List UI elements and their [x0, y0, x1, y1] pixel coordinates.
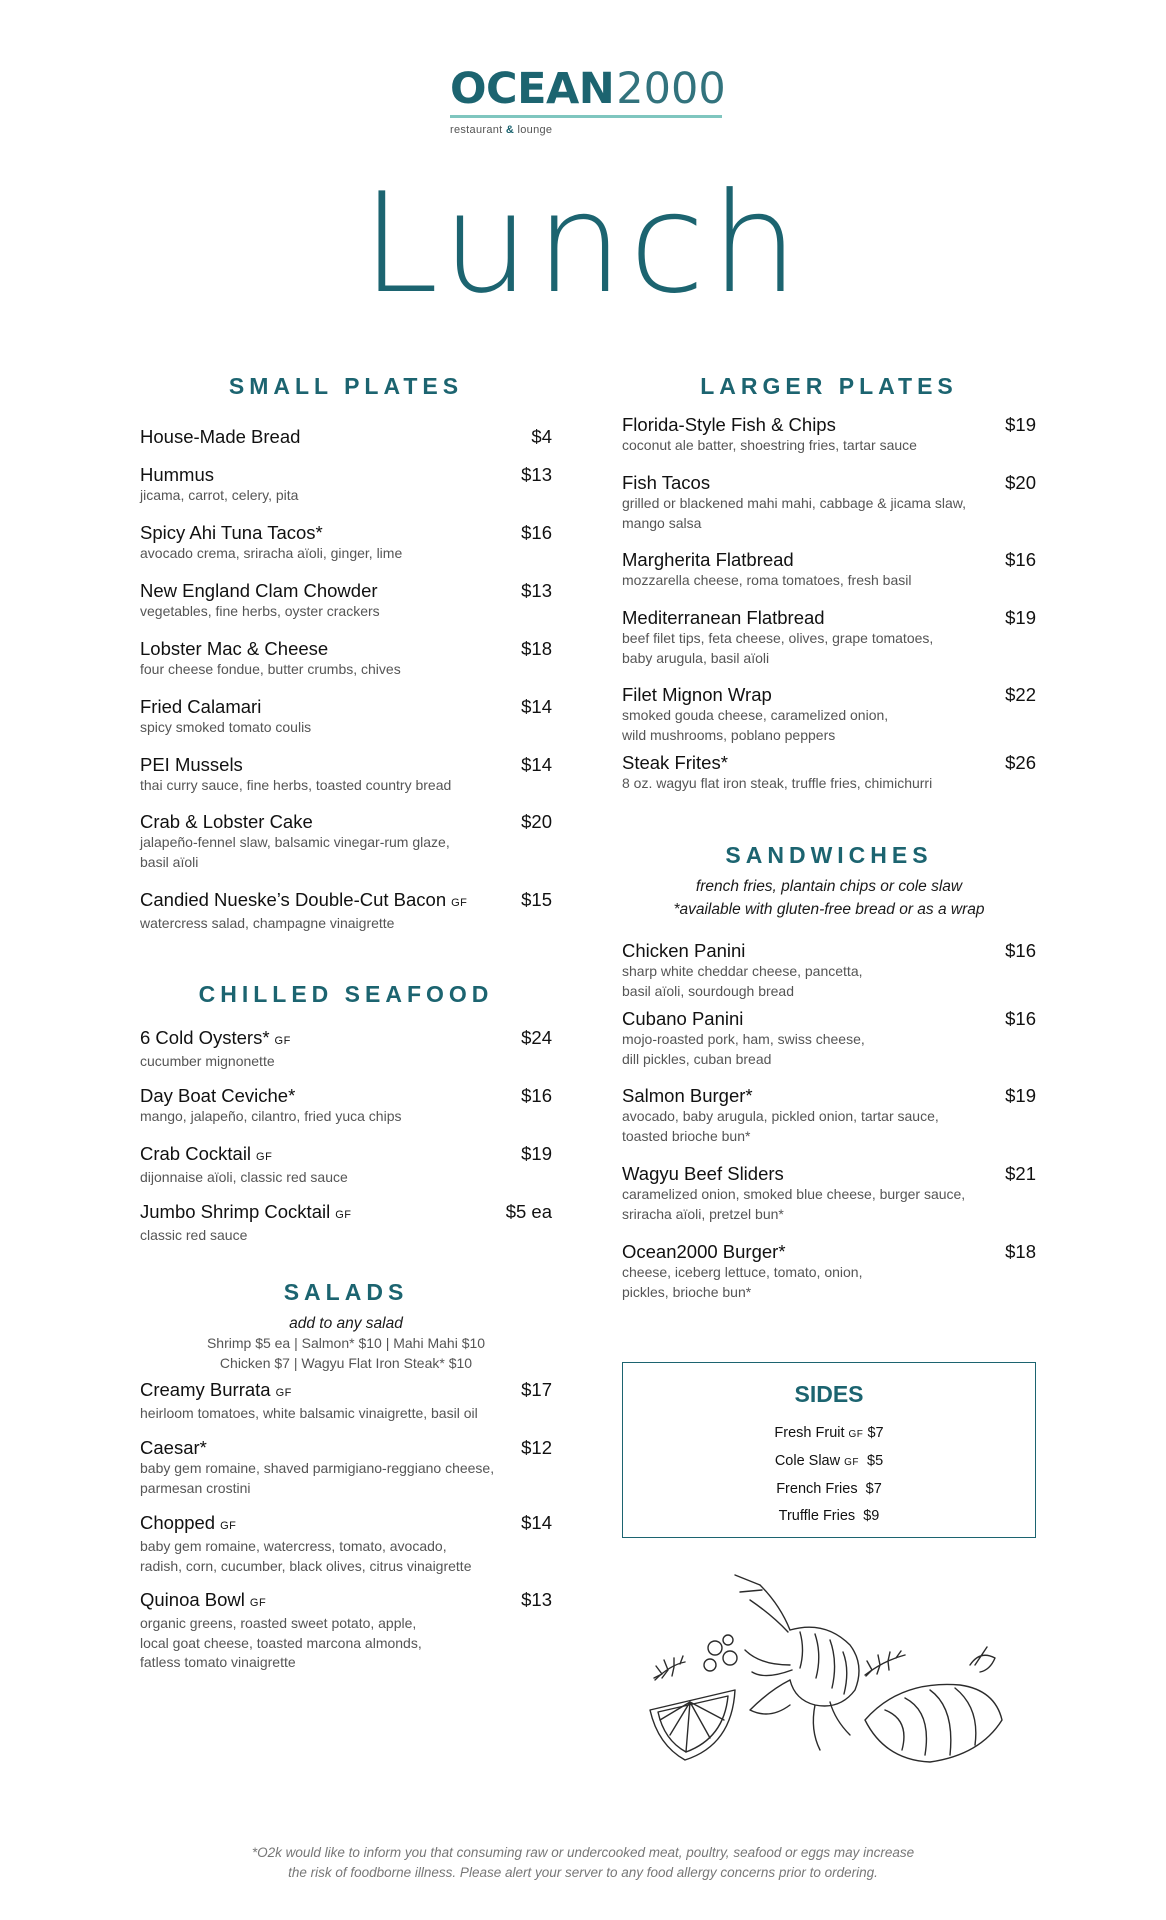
menu-item [622, 414, 1036, 456]
item-price: $26 [1005, 752, 1036, 773]
item-name: Lobster Mac & Cheese [140, 638, 329, 659]
item-description: basil aïoli, sourdough bread [622, 982, 795, 999]
menu-item [140, 696, 552, 738]
item-description: jicama, carrot, celery, pita [140, 487, 299, 503]
item-description: parmesan crostini [140, 1479, 251, 1496]
gf-badge: GF [335, 1209, 352, 1221]
item-name: Quinoa Bowl GF [140, 1589, 267, 1610]
item-name: Chicken Panini [622, 940, 746, 961]
item-description: grilled or blackened mahi mahi, cabbage & jicama slaw, [622, 495, 966, 511]
menu-item [622, 549, 1036, 591]
item-description: toasted brioche bun* [622, 1127, 751, 1144]
item-price: $4 [531, 426, 552, 447]
gf-badge: GF [256, 1151, 273, 1163]
menu-item [140, 638, 552, 680]
shrimp-icon [735, 1575, 859, 1750]
item-description: sriracha aïoli, pretzel bun* [622, 1205, 784, 1222]
item-name: Candied Nueske’s Double-Cut Bacon GF [140, 889, 468, 910]
menu-item [622, 684, 1036, 745]
larger-plates-heading: LARGER PLATES [700, 373, 958, 399]
item-description: pickles, brioche bun* [622, 1283, 752, 1300]
item-price: $13 [521, 464, 552, 485]
item-price: $19 [1005, 1085, 1036, 1106]
item-description: smoked gouda cheese, caramelized onion, [622, 707, 889, 723]
gf-badge: GF [274, 1035, 291, 1047]
item-name: Salmon Burger* [622, 1085, 753, 1106]
item-description: basil aïoli [140, 853, 199, 870]
menu-item [622, 607, 1036, 668]
item-price: $16 [1005, 940, 1036, 961]
item-name: Crab & Lobster Cake [140, 811, 313, 832]
item-description: mozzarella cheese, roma tomatoes, fresh basil [622, 572, 912, 588]
item-description: caramelized onion, smoked blue cheese, burger sauce, [622, 1186, 966, 1202]
lemon-icon [650, 1690, 735, 1760]
menu-item [140, 754, 552, 796]
item-description: beef filet tips, feta cheese, olives, grape tomatoes, [622, 630, 934, 646]
logo-tagline-post: lounge [517, 124, 553, 136]
item-name: Florida-Style Fish & Chips [622, 414, 836, 435]
item-price: $22 [1005, 684, 1036, 705]
item-price: $17 [521, 1379, 552, 1400]
salads-heading: SALADS [283, 1279, 409, 1305]
gf-badge: GF [451, 897, 468, 909]
menu-item [140, 1201, 552, 1246]
item-description: mango salsa [622, 514, 702, 531]
item-price: $13 [521, 1589, 552, 1610]
item-description: mojo-roasted pork, ham, swiss cheese, [622, 1031, 865, 1047]
menu-item [140, 1437, 552, 1498]
menu-item [140, 1085, 552, 1127]
menu-title: Lunch [361, 163, 805, 324]
menu-item [140, 522, 552, 564]
gf-badge: GF [220, 1520, 237, 1532]
item-description: dijonnaise aïoli, classic red sauce [140, 1169, 348, 1185]
item-price: $13 [521, 580, 552, 601]
item-description: jalapeño-fennel slaw, balsamic vinegar-rum glaze, [140, 834, 450, 850]
item-name: Hummus [140, 464, 215, 485]
item-price: $20 [1005, 472, 1036, 493]
item-name: Day Boat Ceviche* [140, 1085, 296, 1106]
menu-item [622, 1163, 1036, 1224]
sides-heading: SIDES [794, 1381, 864, 1407]
item-price: $24 [521, 1027, 552, 1048]
item-name: Creamy Burrata GF [140, 1379, 292, 1400]
left-column [140, 0, 552, 1920]
item-price: $21 [1005, 1163, 1036, 1184]
salads-subheading: add to any salad [289, 1315, 403, 1332]
gf-badge: GF [848, 1429, 864, 1440]
side-item: Fresh Fruit GF $7 [774, 1425, 884, 1441]
logo-word-year: 2000 [616, 64, 726, 114]
chilled-seafood-heading: CHILLED SEAFOOD [198, 981, 494, 1007]
item-description: spicy smoked tomato coulis [140, 719, 312, 735]
menu-item [140, 1379, 552, 1424]
item-description: vegetables, fine herbs, oyster crackers [140, 603, 380, 619]
item-description: radish, corn, cucumber, black olives, citrus vinaigrette [140, 1557, 472, 1574]
item-name: House-Made Bread [140, 426, 301, 447]
item-name: Cubano Panini [622, 1008, 744, 1029]
item-description: thai curry sauce, fine herbs, toasted country bread [140, 777, 452, 793]
menu-item [622, 1008, 1036, 1069]
item-price: $18 [521, 638, 552, 659]
menu-item [140, 464, 552, 506]
menu-item [140, 1512, 552, 1576]
item-price: $18 [1005, 1241, 1036, 1262]
item-name: Fish Tacos [622, 472, 711, 493]
item-price: $19 [1005, 414, 1036, 435]
menu-item [140, 580, 552, 622]
sides-box [622, 1362, 1036, 1538]
item-name: 6 Cold Oysters* GF [140, 1027, 291, 1048]
item-description: wild mushrooms, poblano peppers [622, 726, 836, 743]
item-price: $16 [1005, 1008, 1036, 1029]
item-description: fatless tomato vinaigrette [140, 1654, 296, 1670]
herb-sprig-icon [865, 1651, 905, 1676]
disclaimer-line-1: *O2k would like to inform you that consuming raw or undercooked meat, poultry, seafood or eggs may increase [251, 1845, 915, 1860]
item-description: cheese, iceberg lettuce, tomato, onion, [622, 1264, 863, 1280]
item-description: avocado, baby arugula, pickled onion, tartar sauce, [622, 1108, 939, 1124]
item-description: dill pickles, cuban bread [622, 1050, 772, 1067]
menu-item [140, 889, 552, 934]
herb-sprig-icon [654, 1656, 685, 1680]
logo-tagline-pre: restaurant [450, 124, 503, 136]
gf-badge: GF [275, 1387, 292, 1399]
side-item: French Fries $7 [776, 1481, 882, 1497]
menu-item [622, 472, 1036, 533]
item-description: coconut ale batter, shoestring fries, tartar sauce [622, 437, 917, 453]
menu-item [622, 1241, 1036, 1302]
small-plates-heading: SMALL PLATES [228, 373, 464, 399]
item-description: baby gem romaine, watercress, tomato, avocado, [140, 1538, 447, 1554]
sides-list [623, 1420, 1035, 1530]
side-item: Cole Slaw GF $5 [774, 1453, 884, 1469]
salads-addon-line-2: Chicken $7 | Wagyu Flat Iron Steak* $10 [219, 1355, 473, 1371]
allergy-disclaimer [0, 1843, 1166, 1883]
item-name: Jumbo Shrimp Cocktail GF [140, 1201, 352, 1222]
logo-tagline-amp: & [505, 124, 515, 136]
item-price: $12 [521, 1437, 552, 1458]
item-description: local goat cheese, toasted marcona almonds, [140, 1634, 422, 1651]
logo-word-ocean: OCEAN [450, 64, 615, 114]
item-price: $16 [1005, 549, 1036, 570]
item-price: $14 [521, 754, 552, 775]
item-price: $14 [521, 696, 552, 717]
menu-item [140, 811, 552, 872]
item-description: watercress salad, champagne vinaigrette [140, 915, 395, 931]
side-item: Truffle Fries $9 [778, 1508, 880, 1524]
item-name: Ocean2000 Burger* [622, 1241, 786, 1262]
sandwiches-heading: SANDWICHES [725, 842, 933, 868]
item-description: baby gem romaine, shaved parmigiano-reggiano cheese, [140, 1460, 495, 1476]
item-name: Margherita Flatbread [622, 549, 794, 570]
item-price: $19 [521, 1143, 552, 1164]
menu-item [140, 1143, 552, 1188]
item-name: Mediterranean Flatbread [622, 607, 825, 628]
item-description: cucumber mignonette [140, 1053, 275, 1069]
menu-item [622, 940, 1036, 1001]
menu-item [140, 1027, 552, 1072]
item-price: $19 [1005, 607, 1036, 628]
item-name: Caesar* [140, 1437, 207, 1458]
item-description: 8 oz. wagyu flat iron steak, truffle fries, chimichurri [622, 775, 933, 791]
item-name: Wagyu Beef Sliders [622, 1163, 784, 1184]
item-price: $15 [521, 889, 552, 910]
item-name: Filet Mignon Wrap [622, 684, 772, 705]
item-price: $5 ea [505, 1201, 552, 1222]
seafood-illustration [640, 1570, 1010, 1785]
menu-item [622, 1085, 1036, 1146]
sandwiches-sides-note: french fries, plantain chips or cole slaw [695, 878, 963, 895]
item-name: PEI Mussels [140, 754, 243, 775]
item-name: Steak Frites* [622, 752, 728, 773]
item-price: $16 [521, 522, 552, 543]
peppercorn-icon [704, 1635, 737, 1671]
item-description: classic red sauce [140, 1227, 248, 1243]
item-name: Crab Cocktail GF [140, 1143, 273, 1164]
item-description: mango, jalapeño, cilantro, fried yuca chips [140, 1108, 402, 1124]
salmon-fillet-icon [865, 1647, 1002, 1762]
item-price: $14 [521, 1512, 552, 1533]
menu-item [622, 752, 1036, 794]
sandwiches-bread-note: *available with gluten-free bread or as a wrap [673, 901, 985, 918]
item-name: Spicy Ahi Tuna Tacos* [140, 522, 323, 543]
item-description: organic greens, roasted sweet potato, apple, [140, 1615, 417, 1631]
gf-badge: GF [249, 1597, 267, 1609]
item-name: Fried Calamari [140, 696, 262, 717]
gf-badge: GF [844, 1457, 859, 1468]
menu-item [140, 426, 552, 448]
item-price: $16 [521, 1085, 552, 1106]
item-name: New England Clam Chowder [140, 580, 378, 601]
disclaimer-line-2: the risk of foodborne illness. Please alert your server to any food allergy concerns prior to ordering. [288, 1865, 878, 1880]
item-description: heirloom tomatoes, white balsamic vinaigrette, basil oil [140, 1405, 478, 1421]
item-price: $20 [521, 811, 552, 832]
item-name: Chopped GF [140, 1512, 237, 1533]
salads-addon-line-1: Shrimp $5 ea | Salmon* $10 | Mahi Mahi $10 [206, 1335, 486, 1351]
item-description: avocado crema, sriracha aïoli, ginger, lime [140, 545, 403, 561]
item-description: four cheese fondue, butter crumbs, chives [140, 661, 401, 677]
menu-item [140, 1589, 552, 1673]
item-description: sharp white cheddar cheese, pancetta, [622, 963, 863, 979]
item-description: baby arugula, basil aïoli [622, 649, 770, 666]
